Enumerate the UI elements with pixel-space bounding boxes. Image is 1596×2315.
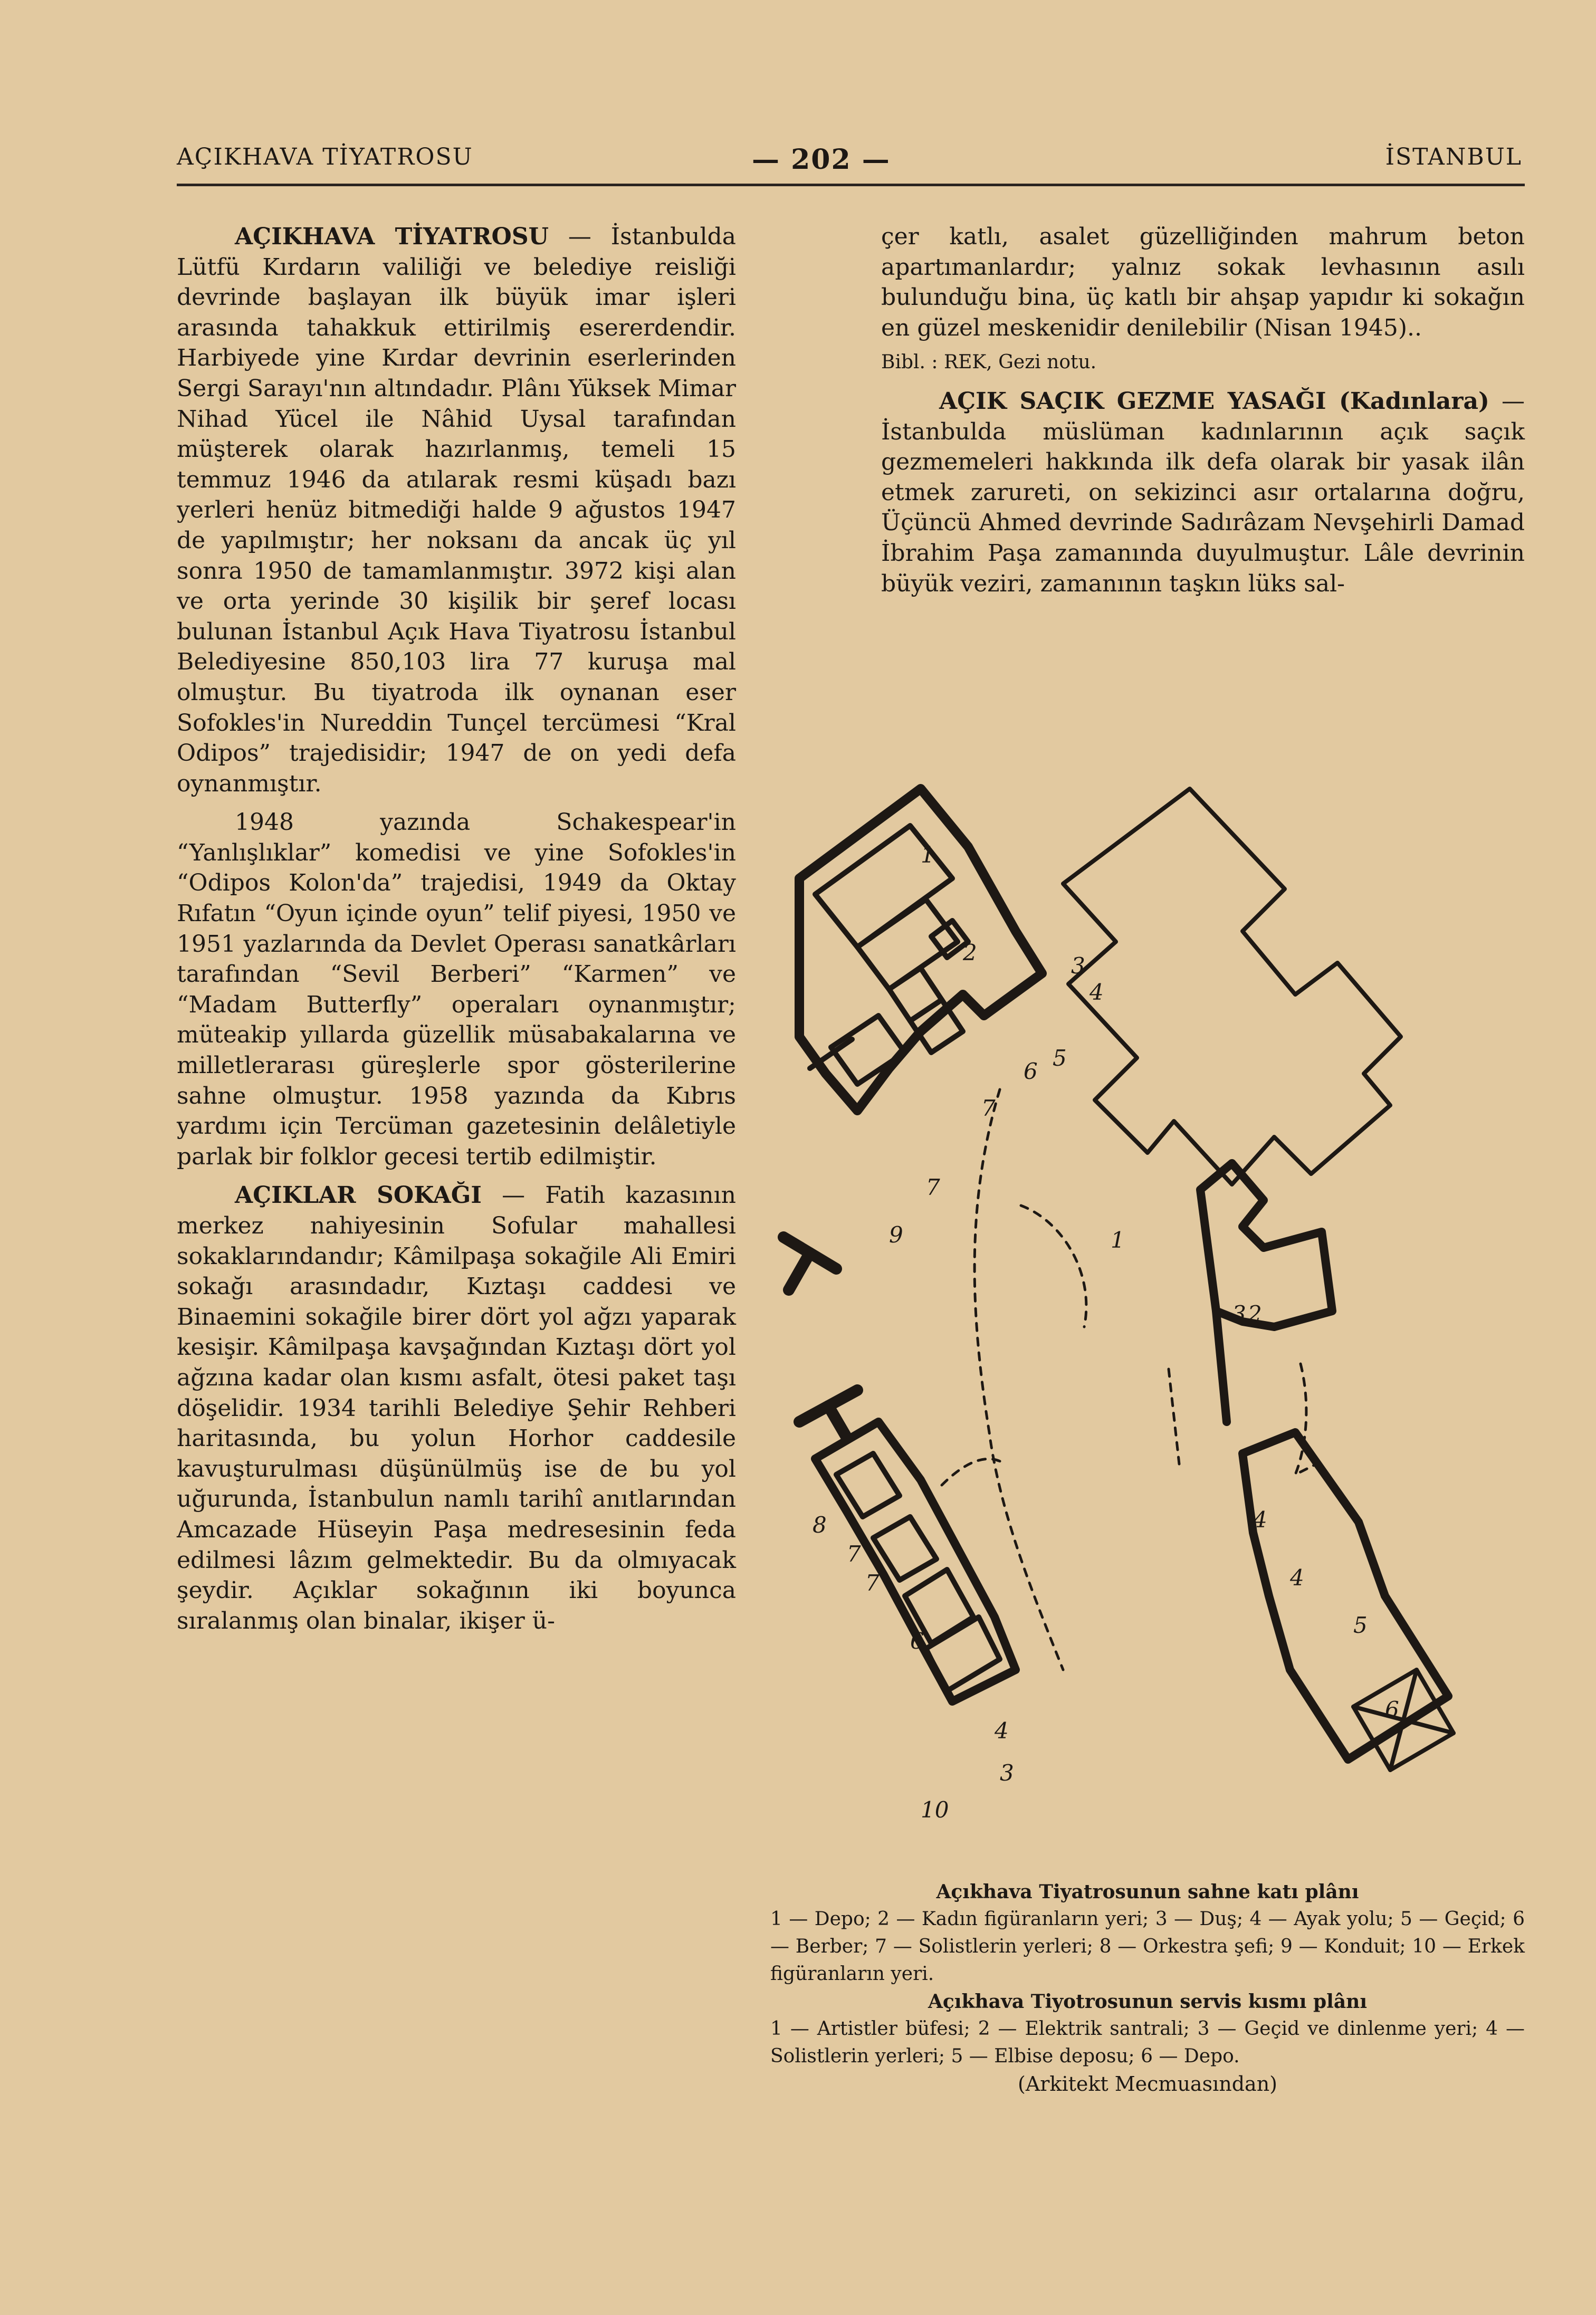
bibliography: Bibl. : REK, Gezi notu. — [881, 351, 1097, 374]
room-label-1: 1 — [921, 842, 935, 868]
room-label-10: 10 — [921, 1797, 949, 1823]
room-label-9: 9 — [889, 1222, 903, 1248]
left-column — [177, 222, 736, 1636]
entry-aciklar-sokagi — [177, 1180, 736, 1636]
entry-text: — İstanbulda Lütfü Kırdarın valiliği ve belediye reisliği devrinde başlayan ilk büyük imar işleri arasında tahakkuk ettirilmiş esererdendir. Harbiyede yine Kırdar devrinin eserlerinden Sergi Sarayı'nın altındadır. Plânı Yüksek Mimar Nihad Yücel ile Nâhid Uysal tarafından müşterek olarak hazırlanmış, temeli 15 temmuz 1946 da atılarak resmi küşadı bazı yerleri henüz bitmediği halde 9 ağustos 1947 de yapılmıştır; her noksanı da ancak üç yıl sonra 1950 de tamamlanmıştır. 3972 kişi alan ve orta yerinde 30 kişilik bir şeref locası bulunan İstanbul Açık Hava Tiyatrosu İstanbul Belediyesine 850,103 lira 77 kuruşa mal olmuştur. Bu tiyatroda ilk oynanan eser Sofokles'in Nureddin Tunçel tercümesi “Kral Odipos” trajedisidir; 1947 de on yedi defa oynanmıştır. — [177, 223, 736, 797]
headword: AÇIKHAVA TİYATROSU — [235, 223, 549, 250]
service-plan-outline — [1063, 789, 1401, 1184]
room-label-7: 7 — [981, 1095, 996, 1121]
entry-text: — Fatih kazasının merkez nahiyesinin Sofular mahallesi sokaklarındandır; Kâmilpaşa sokağile Ali Emiri sokağı arasındadır, Kıztaşı caddesi ve Binaemini sokağile birer dört yol ağzı yaparak kesişir. Kâmilpaşa kavşağından Kıztaşı dört yol ağzına kadar olan kısmı asfalt, ötesi paket taşı döşelidir. 1934 tarihli Belediye Şehir Rehberi haritasında, bu yolun Horhor caddesile kavuşturulması düşünülmüş ise de bu yol uğurunda, İstanbulun namlı tarihî anıtlarından Amcazade Hüseyin Paşa medresesinin feda edilmesi lâzım gelmektedir. Bu da olmıyacak şeydir. Açıklar sokağının iki boyunca sıralanmış olan binalar, ikişer ü- — [177, 1182, 736, 1634]
running-header-right: İSTANBUL — [1385, 144, 1522, 170]
service-label-1: 1 — [1111, 1227, 1125, 1253]
room-label-7d: 7 — [865, 1570, 880, 1596]
room-label-8: 8 — [813, 1512, 827, 1538]
service-label-4a: 4 — [1253, 1507, 1267, 1533]
entry-acikhava-tiyatrosu — [177, 222, 736, 799]
page-number: — 202 — — [752, 144, 891, 176]
entry-text: — İstanbulda müslüman kadınlarının açık saçık gezmemeleri hakkında ilk defa olarak bir yasak ilân etmek zarureti, on sekizinci asır ortalarına doğru, Üçüncü Ahmed devrinde Sadırâzam Nevşehirli Damad İbrahim Paşa zamanında duyulmuştur. Lâle devrinin büyük veziri, zamanının taşkın lüks sal- — [881, 387, 1525, 597]
caption-source: (Arkitekt Mecmuasından) — [1018, 2072, 1277, 2096]
room-label-4: 4 — [1090, 979, 1104, 1005]
room-label-7b: 7 — [926, 1174, 940, 1200]
right-column — [881, 222, 1525, 599]
room-label-7c: 7 — [847, 1541, 861, 1567]
room-label-2: 2 — [963, 940, 977, 965]
theatre-floor-plan — [768, 773, 1533, 1870]
room-label-6: 6 — [1024, 1058, 1038, 1084]
service-label-5: 5 — [1353, 1612, 1368, 1638]
stage-plan-walls — [810, 826, 968, 1084]
header-rule — [177, 184, 1525, 186]
service-plan-walls — [1200, 1163, 1448, 1759]
pier-marks — [783, 1237, 857, 1438]
service-label-3: 3 — [1232, 1301, 1246, 1327]
room-label-6b: 6 — [910, 1628, 924, 1654]
service-label-2: 2 — [1248, 1301, 1262, 1327]
stage-plan-lower-walls — [815, 1422, 1016, 1701]
room-label-4b: 4 — [995, 1718, 1009, 1744]
headword: AÇIKLAR SOKAĞI — [235, 1182, 482, 1209]
dashed-circulation — [942, 1089, 1316, 1670]
service-label-6: 6 — [1385, 1697, 1399, 1723]
figure-caption — [770, 1878, 1525, 2098]
caption-legend-service: 1 — Artistler büfesi; 2 — Elektrik santrali; 3 — Geçid ve dinlenme yeri; 4 — Solistlerin yerleri; 5 — Elbise deposu; 6 — Depo. — [770, 2018, 1525, 2067]
room-label-5: 5 — [1053, 1045, 1067, 1071]
entry-continuation: çer katlı, asalet güzelliğinden mahrum beton apartımanlardır; yalnız sokak levhasının asılı bulunduğu bina, üç katlı bir ahşap yapıdır ki sokağın en güzel meskenidir denilebilir (Nisan 1945).. — [881, 223, 1525, 341]
room-label-3b: 3 — [1000, 1760, 1014, 1786]
caption-title-service: Açıkhava Tiyotrosunun servis kısmı plânı — [928, 1991, 1367, 2013]
entry-acik-sacik-gezme-yasagi — [881, 386, 1525, 599]
caption-title-stage: Açıkhava Tiyatrosunun sahne katı plânı — [936, 1881, 1359, 1903]
running-header-left: AÇIKHAVA TİYATROSU — [177, 144, 473, 170]
headword: AÇIK SAÇIK GEZME YASAĞI (Kadınlara) — [939, 387, 1489, 415]
service-label-4b: 4 — [1290, 1565, 1304, 1591]
caption-legend-stage: 1 — Depo; 2 — Kadın figüranların yeri; 3 — Duş; 4 — Ayak yolu; 5 — Geçid; 6 — Berber; 7 — Solistlerin yerleri; 8 — Orkestra şefi; 9 — Konduit; 10 — Erkek figüranların yeri. — [770, 1908, 1525, 1985]
room-label-3: 3 — [1071, 953, 1085, 979]
entry-paragraph: 1948 yazında Schakespear'in “Yanlışlıklar” komedisi ve yine Sofokles'in “Odipos Kolon'da” trajedisi, 1949 da Oktay Rıfatın “Oyun içinde oyun” telif piyesi, 1950 ve 1951 yazlarında da Devlet Operası sanatkârları tarafından “Sevil Berberi” “Karmen” ve “Madam Butterfly” operaları oynanmıştır; müteakip yıllarda güzellik müsabakalarına ve milletlerarası güreşlerle spor gösterilerine sahne olmuştur. 1958 yazında da Kıbrıs yardımı için Tercüman gazetesinin delâletiyle parlak bir folklor gecesi tertib edilmiştir. — [177, 809, 736, 1170]
